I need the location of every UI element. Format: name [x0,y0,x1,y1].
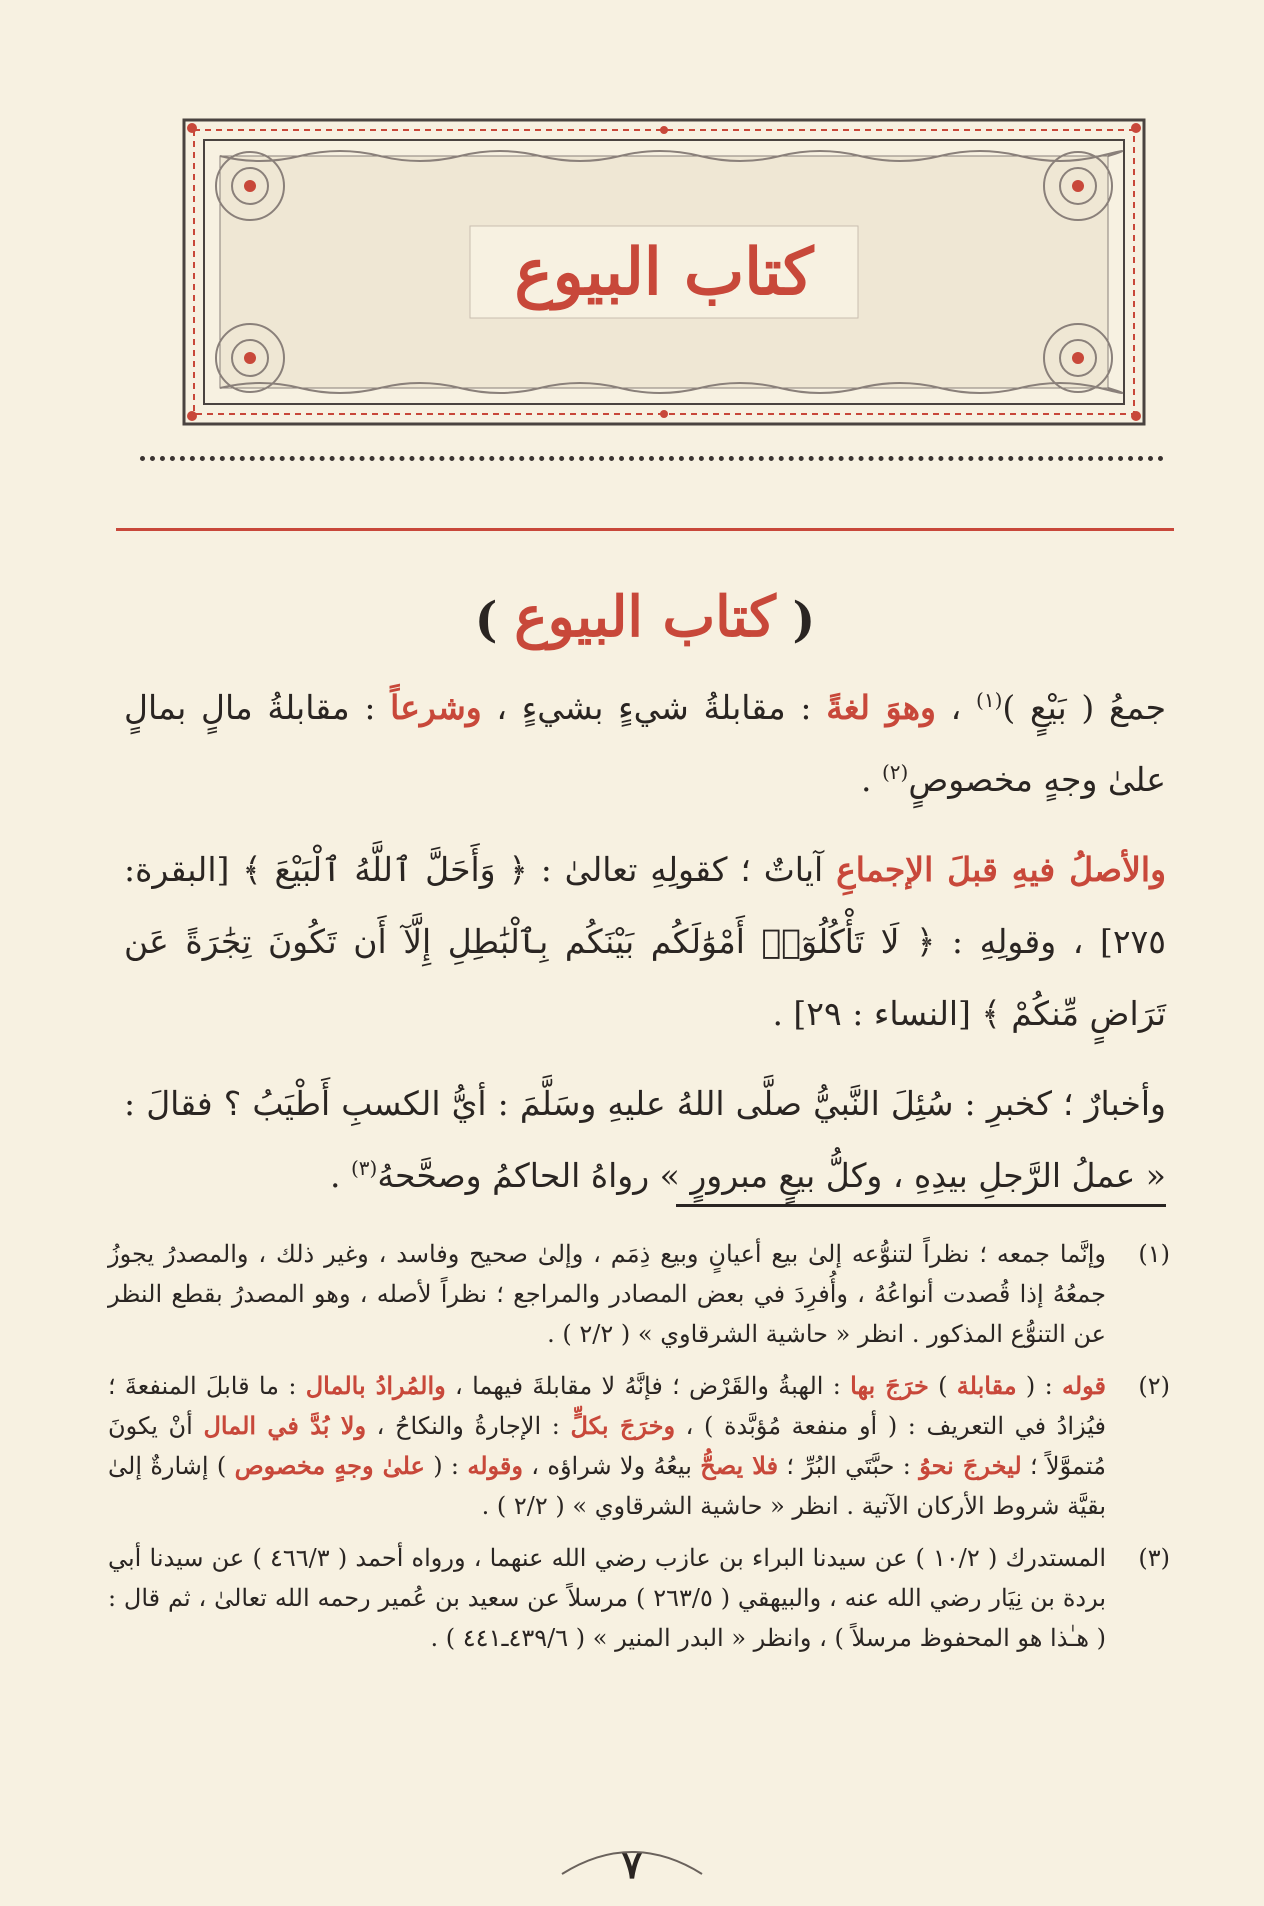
footnote-term: والمُرادُ بالمال [305,1371,446,1400]
frame-title-wrapper [180,116,1148,428]
text-run: : حبَّتَي البُرِّ ؛ [778,1452,920,1480]
chapter-heading [116,572,1174,662]
footnote-number: (٣) [1138,1544,1170,1572]
quran-verse-2: ﴿ لَا تَأْكُلُوٓا۟ أَمْوَٰلَكُم بَيْنَكُم بِٱلْبَٰطِلِ إِلَّآ أَن تَكُونَ تِجَٰرَةً عَن تَرَاضٍ مِّنكُمْ ﴾ [124,922,1166,1033]
text-run: ) [928,1372,957,1400]
text-run: جمعُ ( بَيْعٍ ) [1002,688,1166,727]
text-run: ، [935,688,977,727]
dotted-divider [140,456,1164,471]
text-run: آياتٌ ؛ كقولِهِ تعالىٰ : [527,850,837,889]
chapter-close-paren: ) [474,592,498,648]
verse-citation-1: [البقرة: ٢٧٥] ، وقولِهِ : [124,850,1167,961]
chapter-open-paren: ( [792,592,816,648]
frame-title: كتاب البيوع [514,234,814,310]
footnote-ref-1[interactable]: (١) [976,688,1003,712]
footnote-term: ليخرجَ نحوُ [919,1451,1022,1480]
red-rule [116,528,1174,531]
term-shar: وشرعاً [390,688,482,727]
footnote-term: علىٰ وجهٍ مخصوص [234,1451,425,1480]
footnote-number: (١) [1138,1240,1170,1268]
term-lugha: وهوَ لغةً [826,688,936,727]
paragraph-evidence-quran [124,834,1166,1050]
footnote-term: وقوله [467,1451,523,1480]
text-run: : الإجارةُ والنكاحُ ، [366,1412,571,1440]
text-run: أنْ يكونَ مُتموَّلاً ؛ [108,1412,1106,1480]
footnote-ref-2[interactable]: (٢) [881,760,909,784]
footnote-term: خرَجَ بها [850,1371,929,1400]
text-run: وأخبارٌ ؛ كخبرِ : سُئِلَ النَّبيُّ صلَّى اللهُ عليهِ وسَلَّمَ : أيُّ الكسبِ أَطْيَبُ ؟ فقالَ : « عملُ الرَّجلِ بيدِهِ ، وكلُّ بيعٍ مبرورٍ » رواهُ الحاكمُ وصحَّحهُ [124,1084,1166,1195]
footnote-ref-3[interactable]: (٣) [350,1156,378,1180]
footnote-3 [108,1538,1170,1658]
footnote-number: (٢) [1138,1372,1170,1400]
paragraph-definition [124,672,1166,816]
verse-citation-2: [النساء : ٢٩] . [772,994,982,1033]
text-run: ) إشارةٌ إلىٰ بقيَّة شروط الأركان الآتية . انظر « حاشية الشرقاوي » ( ٢/٢ ) . [108,1452,1106,1520]
footnote-term: فلا يصحُّ [700,1451,779,1480]
paragraph-evidence-hadith [124,1068,1166,1212]
text-run: : ما قابلَ المنفعةَ ؛ فيُزادُ في التعريف : ( أو منفعة مُؤبَّدة ) ، [108,1372,1107,1440]
footnote-term: مقابلة [956,1371,1017,1400]
footnote-text: المستدرك ( ١٠/٢ ) عن سيدنا البراء بن عازب رضي الله عنهما ، ورواه أحمد ( ٤٦٦/٣ ) عن سيدنا أبي بردة بن نِيَار رضي الله عنه ، والبيهقي ( ٢٦٣/٥ ) مرسلاً عن سعيد بن عُمير رحمه الله تعالىٰ ، ثم قال : ( هـٰذا هو المحفوظ مرسلاً ) ، وانظر « البدر المنير » ( ٤٣٩/٦ـ٤٤١ ) . [108,1544,1106,1652]
footnote-term: ولا بُدَّ في المال [203,1411,367,1440]
chapter-title: كتاب البيوع [514,584,776,650]
term-asl: والأصلُ فيهِ قبلَ الإجماعِ [836,850,1167,889]
footnote-term: قوله [1061,1371,1107,1400]
footnote-1 [108,1234,1170,1354]
text-run: . [329,1156,351,1195]
text-run: : مقابلةُ شيءٍ بشيءٍ ، [481,688,827,727]
text-run: : الهبةُ والقَرْض ؛ فإنَّهُ لا مقابلةَ فيهما ، [445,1372,851,1400]
footnote-text [108,1366,1106,1526]
text-run: : ( [1016,1372,1062,1400]
footnote-text: وإنَّما جمعه ؛ نظراً لتنوُّعه إلىٰ بيع أعيانٍ وبيع ذِمَم ، وإلىٰ صحيح وفاسد ، وغير ذلك ، والمصدرُ يجوزُ جمعُهُ إذا قُصدت أنواعُهُ ، وأُفرِدَ في بعض المصادر والمراجع ؛ نظراً لأصله ، وهو المصدرُ بقطع النظر عن التنوُّع المذكور . انظر « حاشية الشرقاوي » ( ٢/٢ ) . [108,1240,1107,1348]
footnotes [108,1234,1170,1670]
text-run: : ( [424,1452,468,1480]
page-number: ٧ [621,1842,643,1887]
footnote-separator [676,1204,1166,1207]
footnote-2 [108,1366,1170,1526]
text-run: : مقابلةُ مالٍ بمالٍ علىٰ وجهٍ مخصوصٍ [124,688,1166,799]
quran-verse-1: ﴿ وَأَحَلَّ ٱللَّهُ ٱلْبَيْعَ ﴾ [242,850,528,889]
text-run: بيعُهُ ولا شراؤه ، [522,1452,701,1480]
text-run: . [860,760,882,799]
footnote-term: وخرَجَ بكلٍّ [570,1411,676,1440]
main-text [124,672,1166,1230]
